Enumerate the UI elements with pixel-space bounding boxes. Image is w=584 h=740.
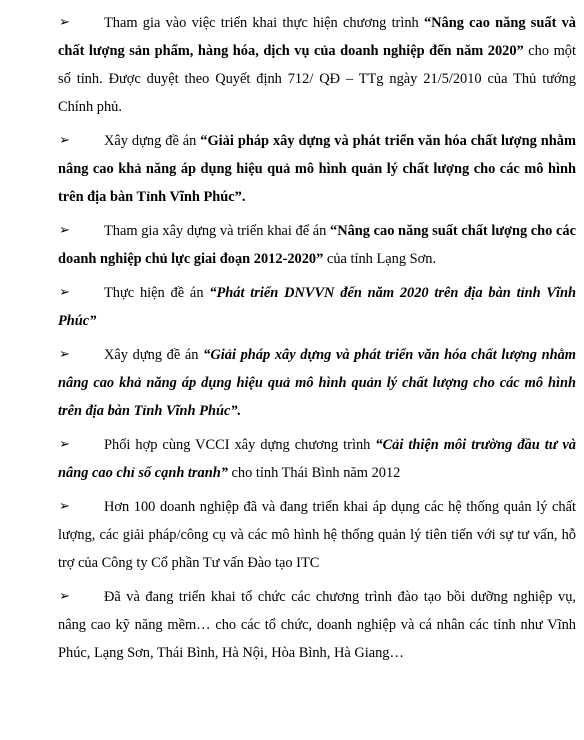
project-title: “Cải thiện môi trường đầu tư và nâng cao chỉ số cạnh tranh” — [58, 437, 576, 481]
arrow-bullet-icon: ➢ — [59, 285, 70, 300]
project-title: “Nâng cao năng suất và chất lượng sản phẩm, hàng hóa, dịch vụ của doanh nghiệp đến năm 2020” — [58, 15, 576, 59]
paragraph-text: cho tỉnh Thái Bình năm 2012 — [227, 465, 401, 481]
bullet-item — [58, 279, 576, 335]
arrow-bullet-icon: ➢ — [59, 15, 70, 30]
paragraph-text: của tỉnh Lạng Sơn. — [323, 251, 437, 267]
paragraph-text: Thực hiện đề án — [104, 285, 210, 301]
bullet-item — [58, 431, 576, 487]
bullet-item — [58, 127, 576, 211]
bullet-item — [58, 341, 576, 425]
project-title: “Giải pháp xây dựng và phát triển văn hóa chất lượng nhằm nâng cao khả năng áp dụng hiệu quả mô hình quản lý chất lượng cho các mô hình trên địa bàn Tỉnh Vĩnh Phúc”. — [58, 133, 576, 205]
bullet-paragraph — [58, 583, 576, 667]
bullet-paragraph — [58, 217, 576, 273]
bullet-paragraph — [58, 279, 576, 335]
bullet-item — [58, 9, 576, 121]
arrow-bullet-icon: ➢ — [59, 499, 70, 514]
paragraph-text: Tham gia xây dựng và triển khai để án — [104, 223, 330, 239]
arrow-bullet-icon: ➢ — [59, 133, 70, 148]
arrow-bullet-icon: ➢ — [59, 347, 70, 362]
paragraph-text: Đã và đang triển khai tổ chức các chương trình đào tạo bồi dưỡng nghiệp vụ, nâng cao kỹ năng mềm… cho các tổ chức, doanh nghiệp và cá nhân các tỉnh như Vĩnh Phúc, Lạng Sơn, Thái Bình, Hà Nội, Hòa Bình, Hà Giang… — [58, 589, 576, 661]
bullet-paragraph — [58, 431, 576, 487]
bullet-paragraph — [58, 341, 576, 425]
bullet-item — [58, 583, 576, 667]
arrow-bullet-icon: ➢ — [59, 437, 70, 452]
bullet-paragraph — [58, 127, 576, 211]
paragraph-text: Xây dựng đề án — [104, 133, 201, 149]
paragraph-text: Phối hợp cùng VCCI xây dựng chương trình — [104, 437, 376, 453]
project-title: “Nâng cao năng suất chất lượng cho các doanh nghiệp chủ lực giai đoạn 2012-2020” — [58, 223, 576, 267]
paragraph-text: Tham gia vào việc triển khai thực hiện chương trình — [104, 15, 424, 31]
paragraph-text: cho một số tỉnh. Được duyệt theo Quyết định 712/ QĐ – TTg ngày 21/5/2010 của Thủ tướng Chính phủ. — [58, 43, 576, 115]
bullet-paragraph — [58, 493, 576, 577]
bullet-paragraph — [58, 9, 576, 121]
paragraph-text: Hơn 100 doanh nghiệp đã và đang triển khai áp dụng các hệ thống quản lý chất lượng, các giải pháp/công cụ và các mô hình hệ thống quản lý tiên tiến với sự tư vấn, hỗ trợ của Công ty Cổ phần Tư vấn Đào tạo ITC — [58, 499, 576, 571]
bullet-item — [58, 493, 576, 577]
paragraph-text: Xây dựng đề án — [104, 347, 204, 363]
arrow-bullet-icon: ➢ — [59, 589, 70, 604]
arrow-bullet-icon: ➢ — [59, 223, 70, 238]
project-title: “Giải pháp xây dựng và phát triển văn hóa chất lượng nhằm nâng cao khả năng áp dụng hiệu quả mô hình quản lý chất lượng cho các mô hình trên địa bàn Tỉnh Vĩnh Phúc”. — [58, 347, 576, 419]
bullet-item — [58, 217, 576, 273]
project-title: “Phát triển DNVVN đến năm 2020 trên địa bàn tỉnh Vĩnh Phúc” — [58, 285, 576, 329]
